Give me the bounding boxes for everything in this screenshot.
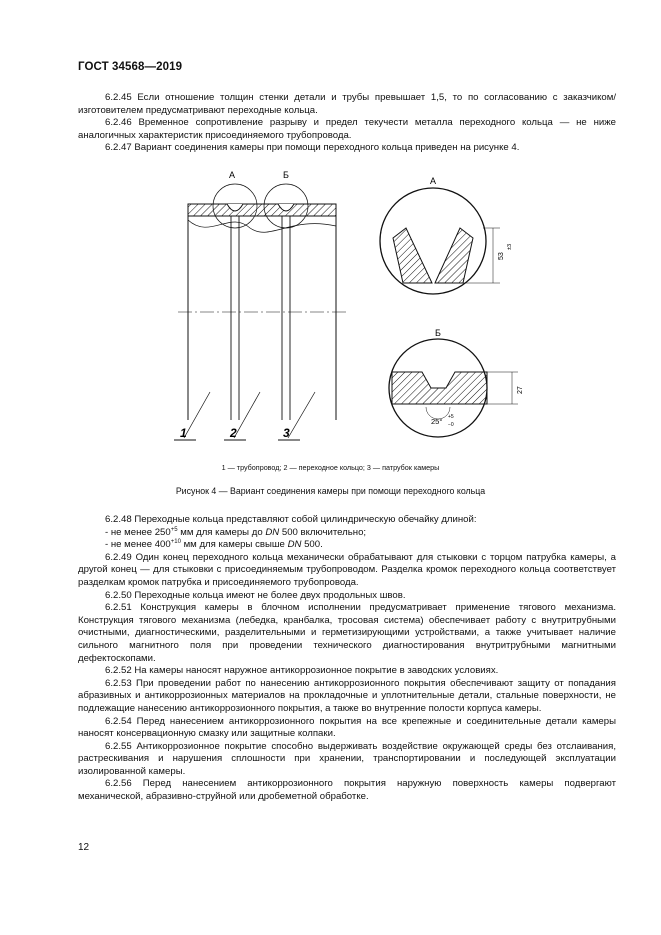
callout-2: 2	[230, 426, 237, 440]
dim-b-tol-minus: −0	[448, 422, 454, 428]
dim-a-value: 53	[498, 252, 505, 260]
dim-b-value: 27	[517, 386, 524, 394]
paragraph-6-2-49: 6.2.49 Один конец переходного кольца механически обрабатывают для стыковки с торцом патрубка камеры, а другой конец — для стыковки с присоединяемым трубопроводом. Разделка кромок переходного кольца соответствует разделкам кромок патрубка и присоединяемого трубопровода.	[78, 551, 616, 588]
figure-legend: 1 — трубопровод; 2 — переходное кольцо; 3 — патрубок камеры	[221, 463, 440, 472]
figure-caption: Рисунок 4 — Вариант соединения камеры при помощи переходного кольца	[175, 486, 486, 496]
detail-a-marker: А	[228, 170, 236, 180]
figure-4	[150, 160, 570, 460]
figure-4-drawing	[150, 160, 570, 460]
paragraph-6-2-53: 6.2.53 При проведении работ по нанесению антикоррозионного покрытия обеспечивают защиту от попадания абразивных и антикоррозионных материалов на прокладочные и уплотнительные детали, стальные поверхности, не подлежащие нанесению антикоррозионного покрытия, а также во внутренние полости корпуса камеры.	[78, 677, 616, 714]
page-number: 12	[78, 842, 90, 853]
paragraph-6-2-50: 6.2.50 Переходные кольца имеют не более двух продольных швов.	[105, 589, 406, 601]
detail-b-title: Б	[435, 328, 441, 338]
paragraph-6-2-55: 6.2.55 Антикоррозионное покрытие способно выдерживать воздействие окружающей среды без отслаивания, растрескивания и нарушения сплошности при хранении, транспортировании и последующей эксплуатации изолированной камеры.	[78, 740, 616, 777]
paragraph-6-2-56: 6.2.56 Перед нанесением антикоррозионного покрытия наружную поверхность камеры подвергают механической, абразивно-струйной или дробеметной обработке.	[78, 778, 616, 803]
paragraph-6-2-48: 6.2.48 Переходные кольца представляют собой цилиндрическую обечайку длиной:	[105, 514, 477, 525]
document-header: ГОСТ 34568—2019	[78, 61, 183, 73]
detail-a-title: А	[429, 176, 437, 186]
detail-b-marker: Б	[283, 170, 289, 180]
list-item-250: - не менее $250^{+5}$ мм для камеры до DN 500 включительно;	[105, 526, 367, 538]
paragraph-6-2-52: 6.2.52 На камеры наносят наружное антикоррозионное покрытие в заводских условиях.	[105, 665, 499, 677]
dim-a-tolerance: ±3	[507, 243, 513, 250]
paragraph-6-2-47: 6.2.47 Вариант соединения камеры при помощи переходного кольца приведен на рисунке 4.	[105, 142, 520, 154]
paragraph-6-2-51: 6.2.51 Конструкция камеры в блочном исполнении предусматривает применение тягового механизма. Конструкция тягового механизма (лебедка, кранбалка, тросовая система) обеспечивает работу с внутритрубными очистными, диагностическими, разделительными и герметизирующими устройствами, а также учитывает наличие сильного магнитного поля при проведении технического диагностирования внутритрубными магнитными дефектоскопами.	[78, 602, 616, 664]
main-text	[78, 514, 616, 804]
dim-b-angle: 25°	[431, 417, 443, 426]
callout-1: 1	[180, 426, 187, 440]
dim-b-tol-plus: +5	[448, 414, 454, 420]
paragraph-6-2-45: 6.2.45 Если отношение толщин стенки детали и трубы превышает 1,5, то по согласованию с заказчиком/изготовителем предусматривают переходные кольца.	[78, 92, 616, 116]
intro-text	[78, 92, 616, 155]
paragraph-6-2-54: 6.2.54 Перед нанесением антикоррозионного покрытия на все крепежные и соединительные детали камеры наносят консервационную смазку или защитные колпаки.	[78, 715, 616, 740]
paragraph-6-2-46: 6.2.46 Временное сопротивление разрыву и предел текучести металла переходного кольца — не ниже аналогичных характеристик присоединяемого трубопровода.	[78, 117, 616, 141]
list-item-400: - не менее $400^{+10}$ мм для камеры свыше DN 500.	[105, 539, 323, 551]
pipe-section-drawing	[174, 184, 346, 440]
callout-3: 3	[283, 426, 290, 440]
detail-a-drawing	[380, 188, 500, 294]
